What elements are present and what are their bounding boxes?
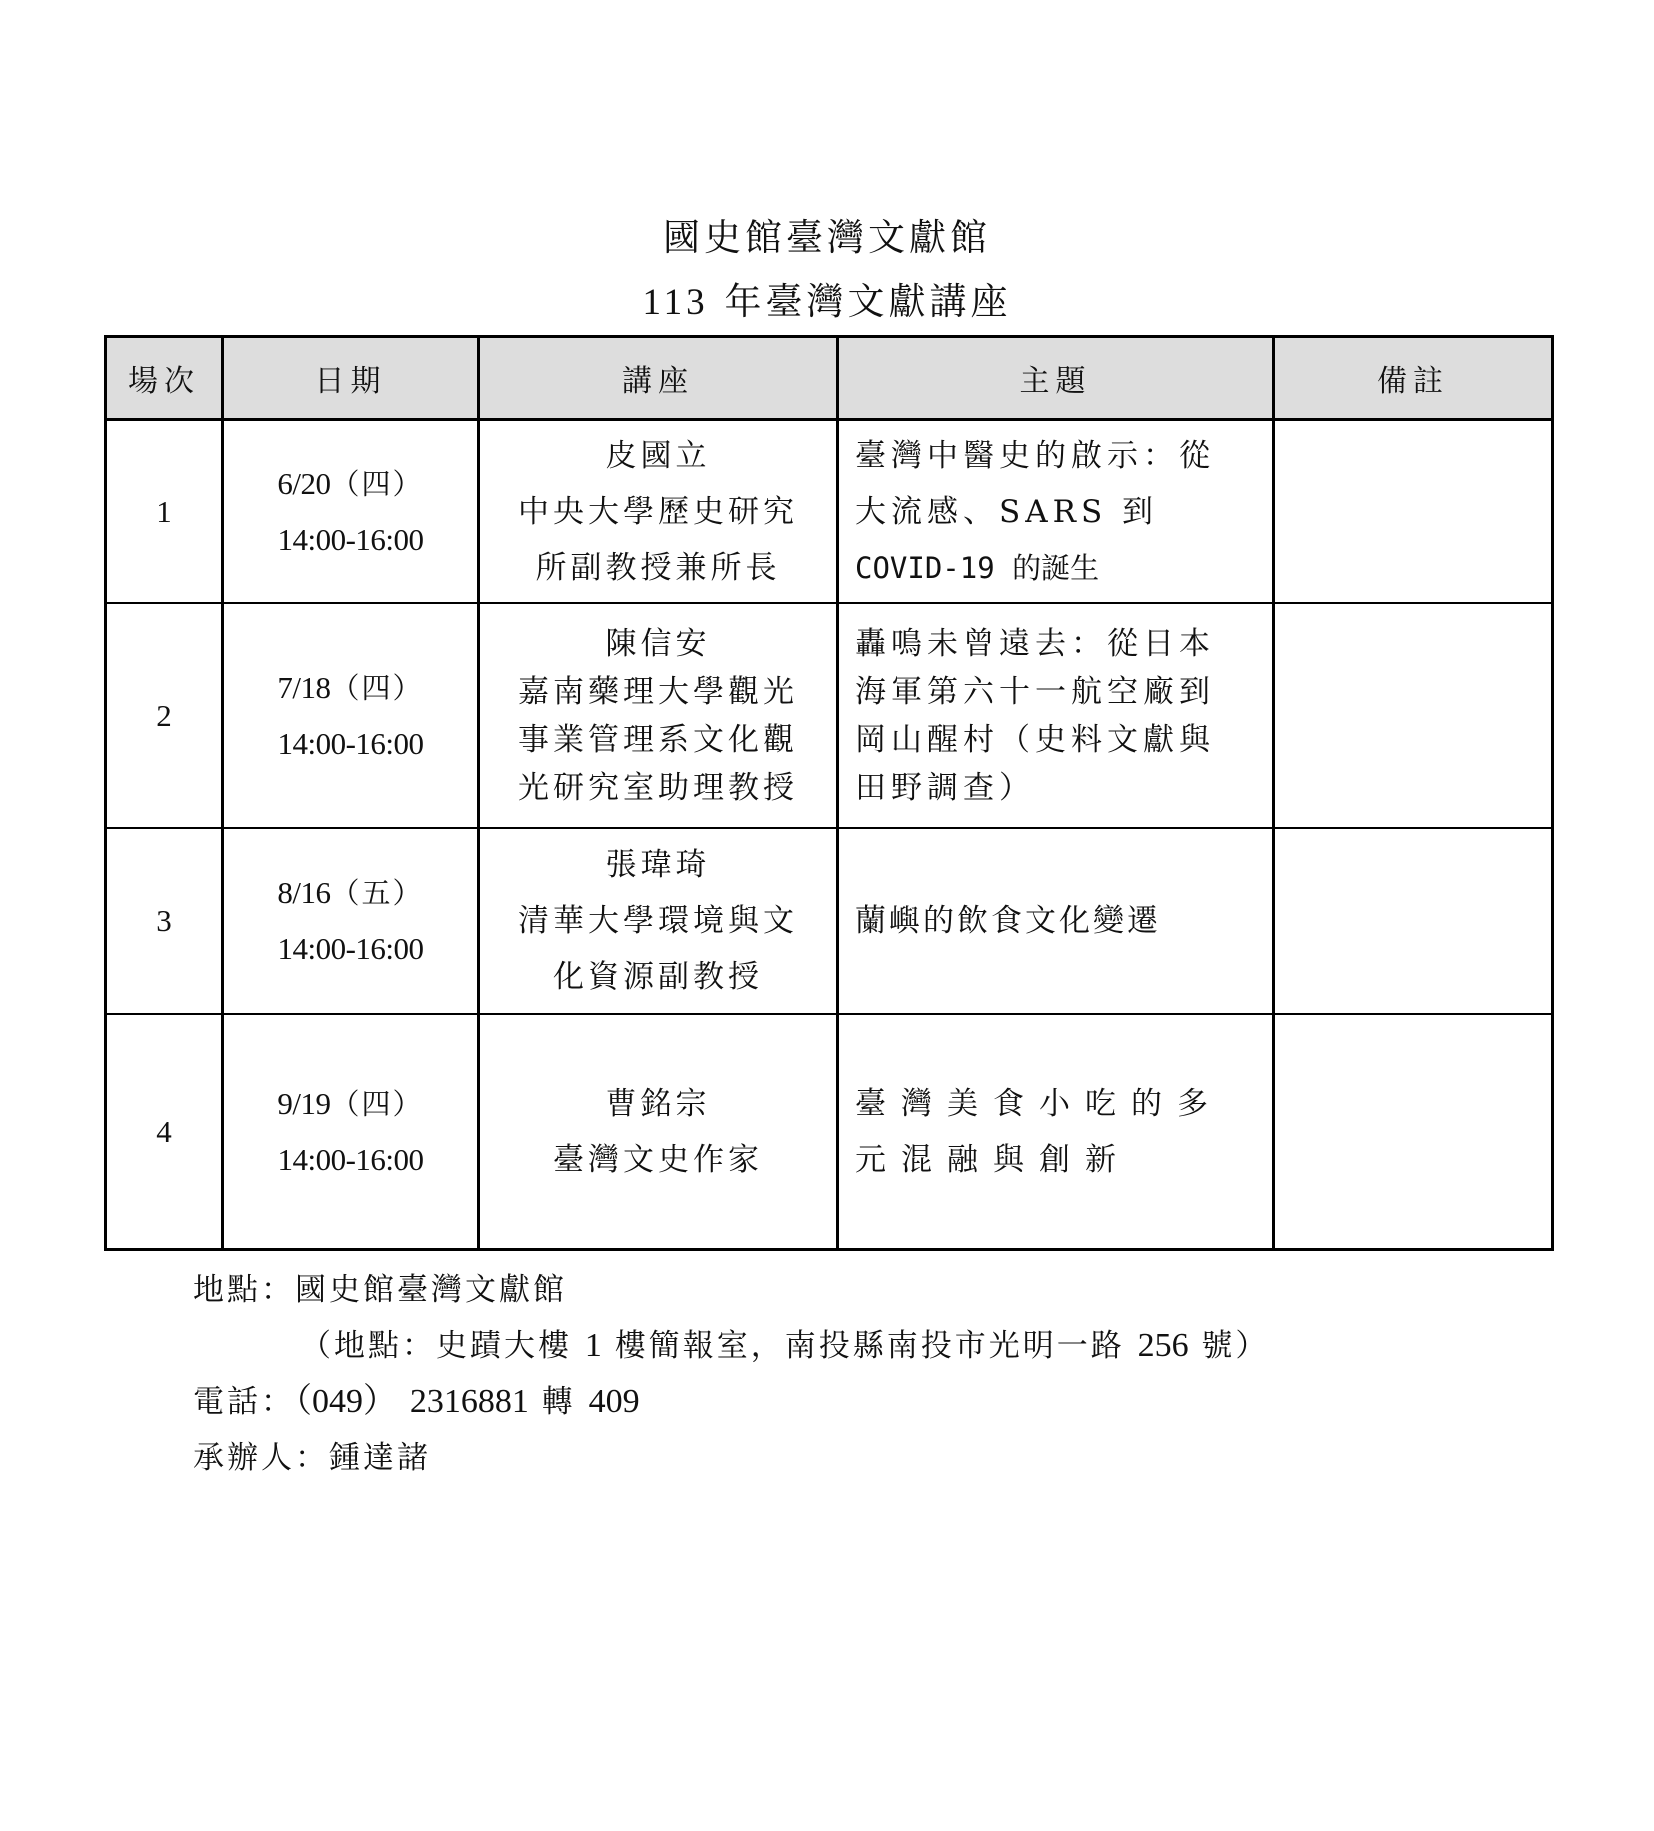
contact-label: 承辦人： <box>193 1440 329 1476</box>
topic-line: 海軍第六十一航空廠到 <box>855 673 1215 710</box>
topic-line: 田野調查） <box>855 769 1035 806</box>
speaker-cell <box>479 1014 838 1250</box>
location-detail-suffix: 號） <box>1188 1328 1270 1364</box>
weekday: （四） <box>330 466 424 501</box>
location-floor: 1 <box>584 1327 602 1364</box>
speaker-cell <box>479 828 838 1014</box>
location-detail-line <box>300 1326 1269 1366</box>
topic-cell <box>838 420 1274 604</box>
speaker-name: 皮國立 <box>605 437 711 474</box>
speaker-affiliation: 所副教授兼所長 <box>535 549 781 586</box>
speaker-affiliation: 光研究室助理教授 <box>518 769 798 806</box>
column-header-session: 場次 <box>106 337 223 420</box>
speaker-name: 張瑋琦 <box>605 847 711 883</box>
topic-cell <box>838 828 1274 1014</box>
subtitle-year: 113 <box>642 282 709 323</box>
speaker-affiliation: 中央大學歷史研究 <box>518 493 798 530</box>
speaker-name: 曹銘宗 <box>605 1085 711 1122</box>
date-cell <box>223 828 479 1014</box>
remarks-cell <box>1274 1014 1553 1250</box>
weekday: （四） <box>330 1086 424 1121</box>
table-row <box>106 828 1553 1014</box>
date: 7/18 <box>277 669 331 705</box>
date: 6/20 <box>277 465 331 501</box>
location-detail-prefix: （地點：史蹟大樓 <box>300 1328 585 1364</box>
topic-line: 臺灣美食小吃的多 <box>855 1085 1223 1122</box>
weekday: （五） <box>330 876 424 910</box>
phone-line <box>193 1382 640 1422</box>
topic-line: 轟鳴未曾遠去：從日本 <box>855 625 1215 662</box>
date-cell <box>223 603 479 828</box>
topic-cell <box>838 603 1274 828</box>
subtitle-text: 年臺灣文獻講座 <box>708 280 1012 323</box>
topic-line: 元混融與創新 <box>855 1141 1131 1178</box>
table-row <box>106 1014 1553 1250</box>
location-line <box>193 1270 567 1310</box>
speaker-name: 陳信安 <box>605 625 711 662</box>
topic-line: 臺灣中醫史的啟示：從 <box>855 437 1215 474</box>
lecture-schedule-table <box>104 335 1554 1251</box>
session-number: 4 <box>106 1014 223 1250</box>
speaker-cell <box>479 603 838 828</box>
date: 8/16 <box>277 875 331 910</box>
speaker-affiliation: 化資源副教授 <box>553 959 763 995</box>
topic-line: COVID-19 的誕生 <box>855 550 1100 585</box>
topic-line: 大流感、SARS 到 <box>855 493 1159 530</box>
topic-cell <box>838 1014 1274 1250</box>
speaker-affiliation: 事業管理系文化觀 <box>518 721 798 758</box>
table-row <box>106 603 1553 828</box>
time: 14:00-16:00 <box>277 1141 424 1177</box>
date-cell <box>223 1014 479 1250</box>
session-number: 3 <box>106 828 223 1014</box>
location-value: 國史館臺灣文獻館 <box>295 1272 567 1308</box>
date-cell <box>223 420 479 604</box>
remarks-cell <box>1274 828 1553 1014</box>
session-number: 2 <box>106 603 223 828</box>
speaker-cell <box>479 420 838 604</box>
phone-area-code: （049） <box>295 1383 397 1420</box>
document-title: 國史館臺灣文獻館 <box>663 216 991 259</box>
location-label: 地點： <box>193 1272 295 1308</box>
contact-name: 鍾達諸 <box>329 1440 431 1476</box>
document-subtitle <box>0 280 1654 325</box>
topic-line: 岡山醒村（史料文獻與 <box>855 721 1215 758</box>
remarks-cell <box>1274 603 1553 828</box>
location-street-number: 256 <box>1137 1327 1189 1364</box>
time: 14:00-16:00 <box>277 521 424 557</box>
phone-extension: 409 <box>588 1383 640 1420</box>
column-header-topic: 主題 <box>838 337 1274 420</box>
contact-line <box>193 1438 431 1478</box>
location-detail-address: 樓簡報室，南投縣南投市光明一路 <box>601 1328 1138 1364</box>
column-header-speaker: 講座 <box>479 337 838 420</box>
session-number: 1 <box>106 420 223 604</box>
speaker-affiliation: 臺灣文史作家 <box>553 1141 763 1178</box>
table-row <box>106 420 1553 604</box>
topic-line: 蘭嶼的飲食文化變遷 <box>855 903 1161 939</box>
phone-number: 2316881 <box>409 1383 529 1420</box>
column-header-remarks: 備註 <box>1274 337 1553 420</box>
time: 14:00-16:00 <box>277 725 424 761</box>
weekday: （四） <box>330 670 424 705</box>
time: 14:00-16:00 <box>277 931 424 966</box>
phone-label: 電話： <box>193 1384 295 1420</box>
phone-ext-label: 轉 <box>528 1384 589 1420</box>
speaker-affiliation: 嘉南藥理大學觀光 <box>518 673 798 710</box>
speaker-affiliation: 清華大學環境與文 <box>518 903 798 939</box>
date: 9/19 <box>277 1085 331 1121</box>
column-header-date: 日期 <box>223 337 479 420</box>
remarks-cell <box>1274 420 1553 604</box>
table-header-row <box>106 337 1553 420</box>
